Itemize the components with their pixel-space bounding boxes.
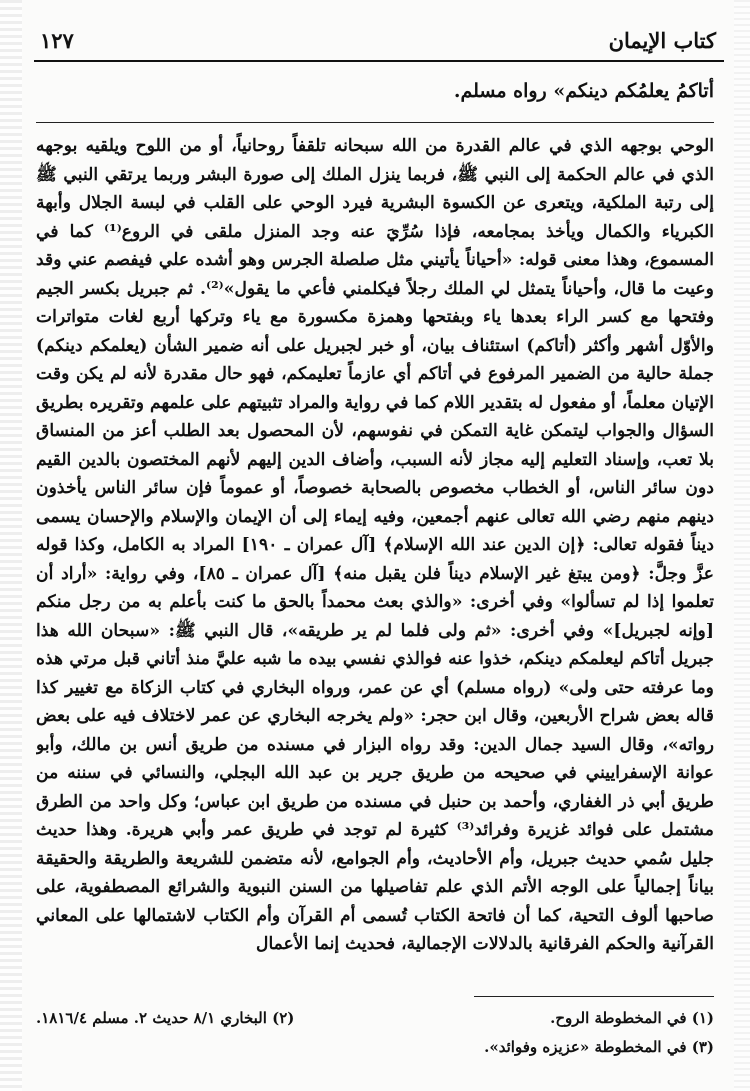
footnote-row <box>36 1033 714 1062</box>
hadith-text: أتاكمُ يعلمُكم دينكم» رواه مسلم. <box>453 80 714 102</box>
commentary-paragraph: الوحي بوجهه الذي في عالم القدرة من الله سبحانه تلقفاً روحانياً، أو من اللوح ويلقيه بوجهه الذي في عالم الحكمة إلى النبي ﷺ، فربما ينزل الملك إلى صورة البشر وربما يرتقي النبي ﷺ إلى رتبة الملكية، ويتعرى عن الكسوة البشرية فيرد الوحي على القلب في لبسة الجلال وأبهة الكبرياء والكمال ويأخذ بمجامعه، فإذا سُرِّيَ عنه وجد المنزل ملقى في الروع⁽¹⁾ كما في المسموع، وهذا معنى قوله: «أحياناً يأتيني مثل صلصلة الجرس وهو أشده علي فيفصم عني وقد وعيت ما قال، وأحياناً يتمثل لي الملك رجلاً فيكلمني فأعي ما يقول»⁽²⁾. ثم جبريل بكسر الجيم وفتحها مع كسر الراء بعدها ياء وبفتحها وهمزة مكسورة مع ياء وتركها أربع لغات متواترات والأوّل أشهر وأكثر (أتاكم) استئناف بيان، أو خبر لجبريل على أنه ضمير الشأن (يعلمكم دينكم) جملة حالية من الضمير المرفوع في أتاكم أي عازماً تعليمكم، فهو حال مقدرة لأنه لم يكن وقت الإتيان معلماً، أو مفعول له بتقدير اللام كما في رواية والمراد تثبيتهم على علمهم وتقريره بطريق السؤال والجواب ليتمكن غاية التمكن في نفوسهم، لأن المحصول بعد الطلب أعز من المنساق بلا تعب، وإسناد التعليم إليه مجاز لأنه السبب، وأضاف الدين إليهم لأنهم المختصون بالدين القيم دون سائر الناس، أو الخطاب مخصوص بالصحابة خصوصاً، أو عموماً فإن سائر الناس يأخذون دينهم منهم رضي الله تعالى عنهم أجمعين، وفيه إيماء إلى أن الإيمان والإسلام والإحسان يسمى ديناً فقوله تعالى: ﴿إن الدين عند الله الإسلام﴾ [آل عمران ـ ١٩٠] المراد به الكامل، وكذا قوله عزَّ وجلَّ: ﴿ومن يبتغ غير الإسلام ديناً فلن يقبل منه﴾ [آل عمران ـ ٨٥]، وفي رواية: «أراد أن تعلموا إذا لم تسألوا» وفي أخرى: «والذي بعث محمداً بالحق ما كنت بأعلم به من رجل منكم [وإنه لجبريل]» وفي أخرى: «ثم ولى فلما لم ير طريقه»، قال النبي ﷺ: «سبحان الله هذا جبريل أتاكم ليعلمكم دينكم، خذوا عنه فوالذي نفسي بيده ما شبه عليَّ منذ أتاني قبل مرتي هذه وما عرفته حتى ولى» (رواه مسلم) أي عن عمر، ورواه البخاري في كتاب الزكاة مع تغيير كذا قاله بعض شراح الأربعين، وقال ابن حجر: «ولم يخرجه البخاري عن عمر لاختلاف فيه على بعض رواته»، وقال السيد جمال الدين: وقد رواه البزار في مسنده من طريق أنس بن مالك، وأبو عوانة الإسفراييني في صحيحه من طريق جرير بن عبد الله البجلي، والنسائي في سننه من طريق أبي ذر الغفاري، وأحمد بن حنبل في مسنده من طريق ابن عباس؛ وكل واحد من الطرق مشتمل على فوائد غزيرة وفرائد⁽³⁾ كثيرة لم توجد في طريق عمر وأبي هريرة. وهذا حديث جليل سُمي حديث جبريل، وأم الأحاديث، وأم الجوامع، لأنه متضمن للشريعة والطريقة والحقيقة بياناً إجمالياً على الوجه الأتم الذي علم تفاصيلها من السنن النبوية والشرائع المصطفوية، على صاحبها ألوف التحية، كما أن فاتحة الكتاب تُسمى أم القرآن وأم الكتاب لاشتمالها على المعاني القرآنية والحكم الفرقانية بالدلالات الإجمالية، فحديث إنما الأعمال <box>36 136 714 954</box>
footnote-2: (٢) البخاري ٨/١ حديث ٢. مسلم ١٨١٦/٤. <box>36 1009 295 1027</box>
page-edge-left <box>0 0 22 1091</box>
footnote-rule <box>474 996 714 997</box>
running-title: كتاب الإيمان <box>608 28 716 53</box>
page-edge-right <box>734 0 750 1091</box>
text-divider <box>36 122 714 123</box>
footnote-1: (١) في المخطوطة الروح. <box>550 1009 714 1027</box>
footnote-row <box>36 1004 714 1033</box>
footnotes <box>36 1004 714 1062</box>
commentary-text <box>36 132 714 977</box>
page-number: ١٢٧ <box>40 28 74 53</box>
footnote-3: (٣) في المخطوطة «عزيزه وفوائد». <box>484 1038 714 1056</box>
page-header <box>34 18 724 62</box>
